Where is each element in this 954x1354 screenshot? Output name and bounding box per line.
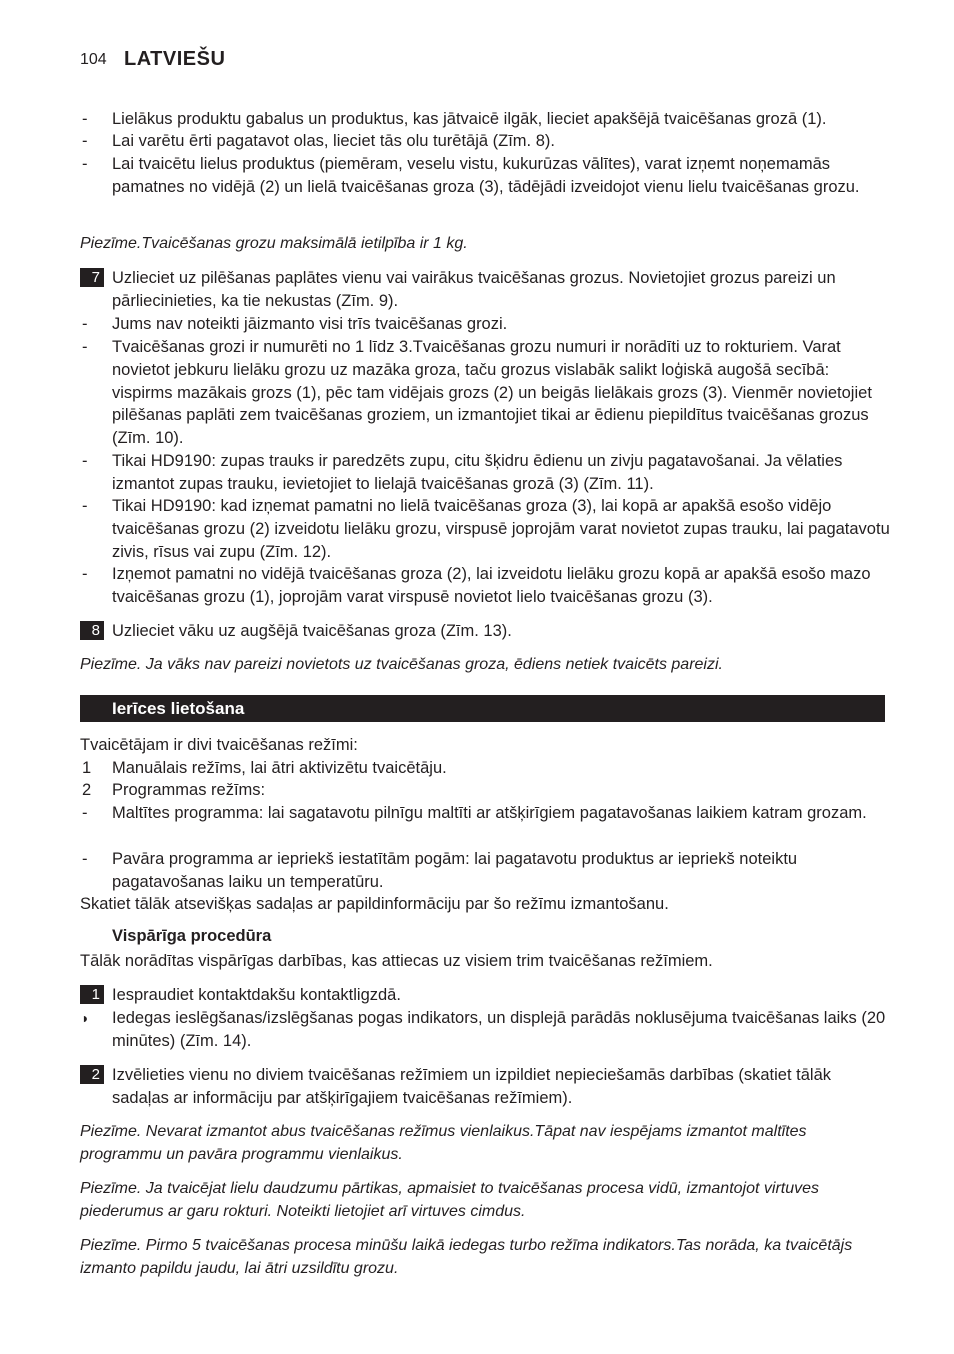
mode-item: Programmas režīms: [112,781,266,799]
bullet-dash: - [82,132,88,150]
bullet-dash: - [82,110,88,128]
note: Piezīme. Nevarat izmantot abus tvaicēšanas režīmus vienlaikus.Tāpat nav iespējams izmantot maltītes programmu un pavāra programmu vienlaikus. [80,1123,807,1163]
step-number-box: 1 [80,985,104,1004]
step-text: Izvēlieties vienu no diviem tvaicēšanas režīmiem un izpildiet nepieciešamās darbības (skatiet tālāk sadaļas ar informāciju par atšķirīgajiem tvaicēšanas režīmiem). [112,1066,832,1107]
page-language-heading: LATVIEŠU [124,48,226,70]
result-marker-icon: ◗ [81,1010,90,1026]
section-title: Ierīces lietošana [112,699,245,718]
bullet-dash: - [82,565,88,583]
list-item: Lai varētu ērti pagatavot olas, lieciet tās olu turētājā (Zīm. 8). [112,132,555,150]
mode-item: Manuālais režīms, lai ātri aktivizētu tvaicētāju. [112,759,447,777]
step-number-box: 8 [80,621,104,640]
bullet-dash: - [82,338,88,356]
subsection-title: Vispārīga procedūra [112,927,272,945]
note: Piezīme. Ja vāks nav pareizi novietots uz tvaicēšanas groza, ēdiens netiek tvaicēts pareizi. [80,656,723,673]
bullet-dash: - [82,804,88,822]
step-text: Iespraudiet kontaktdakšu kontaktligzdā. [112,986,401,1004]
subsection-intro: Tālāk norādītas vispārīgas darbības, kas attiecas uz visiem trim tvaicēšanas režīmiem. [80,952,713,970]
note: Piezīme. Ja tvaicējat lielu daudzumu pārtikas, apmaisiet to tvaicēšanas procesa vidū, izmantojot virtuves piederumus ar garu rokturi. Noteikti lietojiet arī virtuves cimdus. [80,1180,820,1220]
list-item: Jums nav noteikti jāizmanto visi trīs tvaicēšanas grozi. [112,315,508,333]
bullet-dash: - [82,315,88,333]
mode-number: 2 [82,781,92,799]
bullet-dash: - [82,452,88,470]
result-text: Iedegas ieslēgšanas/izslēgšanas pogas indikators, un displejā parādās noklusējuma tvaicēšanas laiks (20 minūtes) (Zīm. 14). [112,1009,886,1050]
bullet-dash: - [82,155,88,173]
step-number-box: 7 [80,268,104,287]
list-item: Lielākus produktu gabalus un produktus, kas jātvaicē ilgāk, lieciet apakšējā tvaicēšanas grozā (1). [112,110,827,128]
list-item: Pavāra programma ar iepriekš iestatītām pogām: lai pagatavotu produktus ar iepriekš noteiktu pagatavošanas laiku un temperatūru. [112,850,798,891]
list-item: Tikai HD9190: kad izņemat pamatni no lielā tvaicēšanas groza (3), lai kopā ar apakšā esošo vidējo tvaicēšanas grozu (2) izveidotu lielāku grozu, virspusē joprojām varat novietot zupas trauku, lai pagatavotu zivis, rīsus vai zupu (Zīm. 12). [112,497,890,561]
step-text: Uzlieciet vāku uz augšējā tvaicēšanas groza (Zīm. 13). [112,622,512,640]
step-number-box: 2 [80,1065,104,1084]
note: Piezīme.Tvaicēšanas grozu maksimālā ietilpība ir 1 kg. [80,235,468,252]
section-header-bar [80,695,885,722]
section-outro: Skatiet tālāk atsevišķas sadaļas ar papildinformāciju par šo režīmu izmantošanu. [80,895,669,913]
bullet-dash: - [82,850,88,868]
bullet-dash: - [82,497,88,515]
mode-number: 1 [82,759,92,777]
note: Piezīme. Pirmo 5 tvaicēšanas procesa minūšu laikā iedegas turbo režīma indikators.Tas norāda, ka tvaicētājs izmanto papildu jaudu, lai ātri uzsildītu grozu. [80,1237,853,1277]
step-text: Uzlieciet uz pilēšanas paplātes vienu vai vairākus tvaicēšanas grozus. Novietojiet grozus pareizi un pārliecinieties, ka tie nekustas (Zīm. 9). [112,269,836,310]
list-item: Lai tvaicētu lielus produktus (piemēram, veselu vistu, kukurūzas vālītes), varat izņemt noņemamās pamatnes no vidējā (2) un lielā tvaicēšanas groza (3), tādējādi izveidojot vienu lielu tvaicēšanas grozu. [112,155,860,196]
page-number: 104 [80,51,107,68]
list-item: Izņemot pamatni no vidējā tvaicēšanas groza (2), lai izveidotu lielāku grozu kopā ar apakšā esošo mazo tvaicēšanas grozu (1), joprojām varat virspusē novietot lielo tvaicēšanas grozu (3). [112,565,871,606]
list-item: Tvaicēšanas grozi ir numurēti no 1 līdz 3.Tvaicēšanas grozu numuri ir norādīti uz to rokturiem. Varat novietot jebkuru lielāku grozu uz mazāka groza, taču grozus vislabāk salikt loģiskā augošā secībā: vispirms mazākais grozs (1), pēc tam vidējais grozs (2) un beigās lielākais grozs (3). Vienmēr novietojiet pilēšanas paplāti zem tvaicēšanas groziem, un izmantojiet tikai ar ēdienu piepildītus tvaicēšanas grozus (Zīm. 10). [112,338,872,448]
list-item: Maltītes programma: lai sagatavotu pilnīgu maltīti ar atšķirīgiem pagatavošanas laikiem katram grozam. [112,804,867,822]
section-intro: Tvaicētājam ir divi tvaicēšanas režīmi: [80,736,358,754]
list-item: Tikai HD9190: zupas trauks ir paredzēts zupu, citu šķidru ēdienu un zivju pagatavošanai. Ja vēlaties izmantot zupas trauku, ievietojiet to lielajā tvaicēšanas grozā (3) (Zīm. 11). [112,452,843,493]
